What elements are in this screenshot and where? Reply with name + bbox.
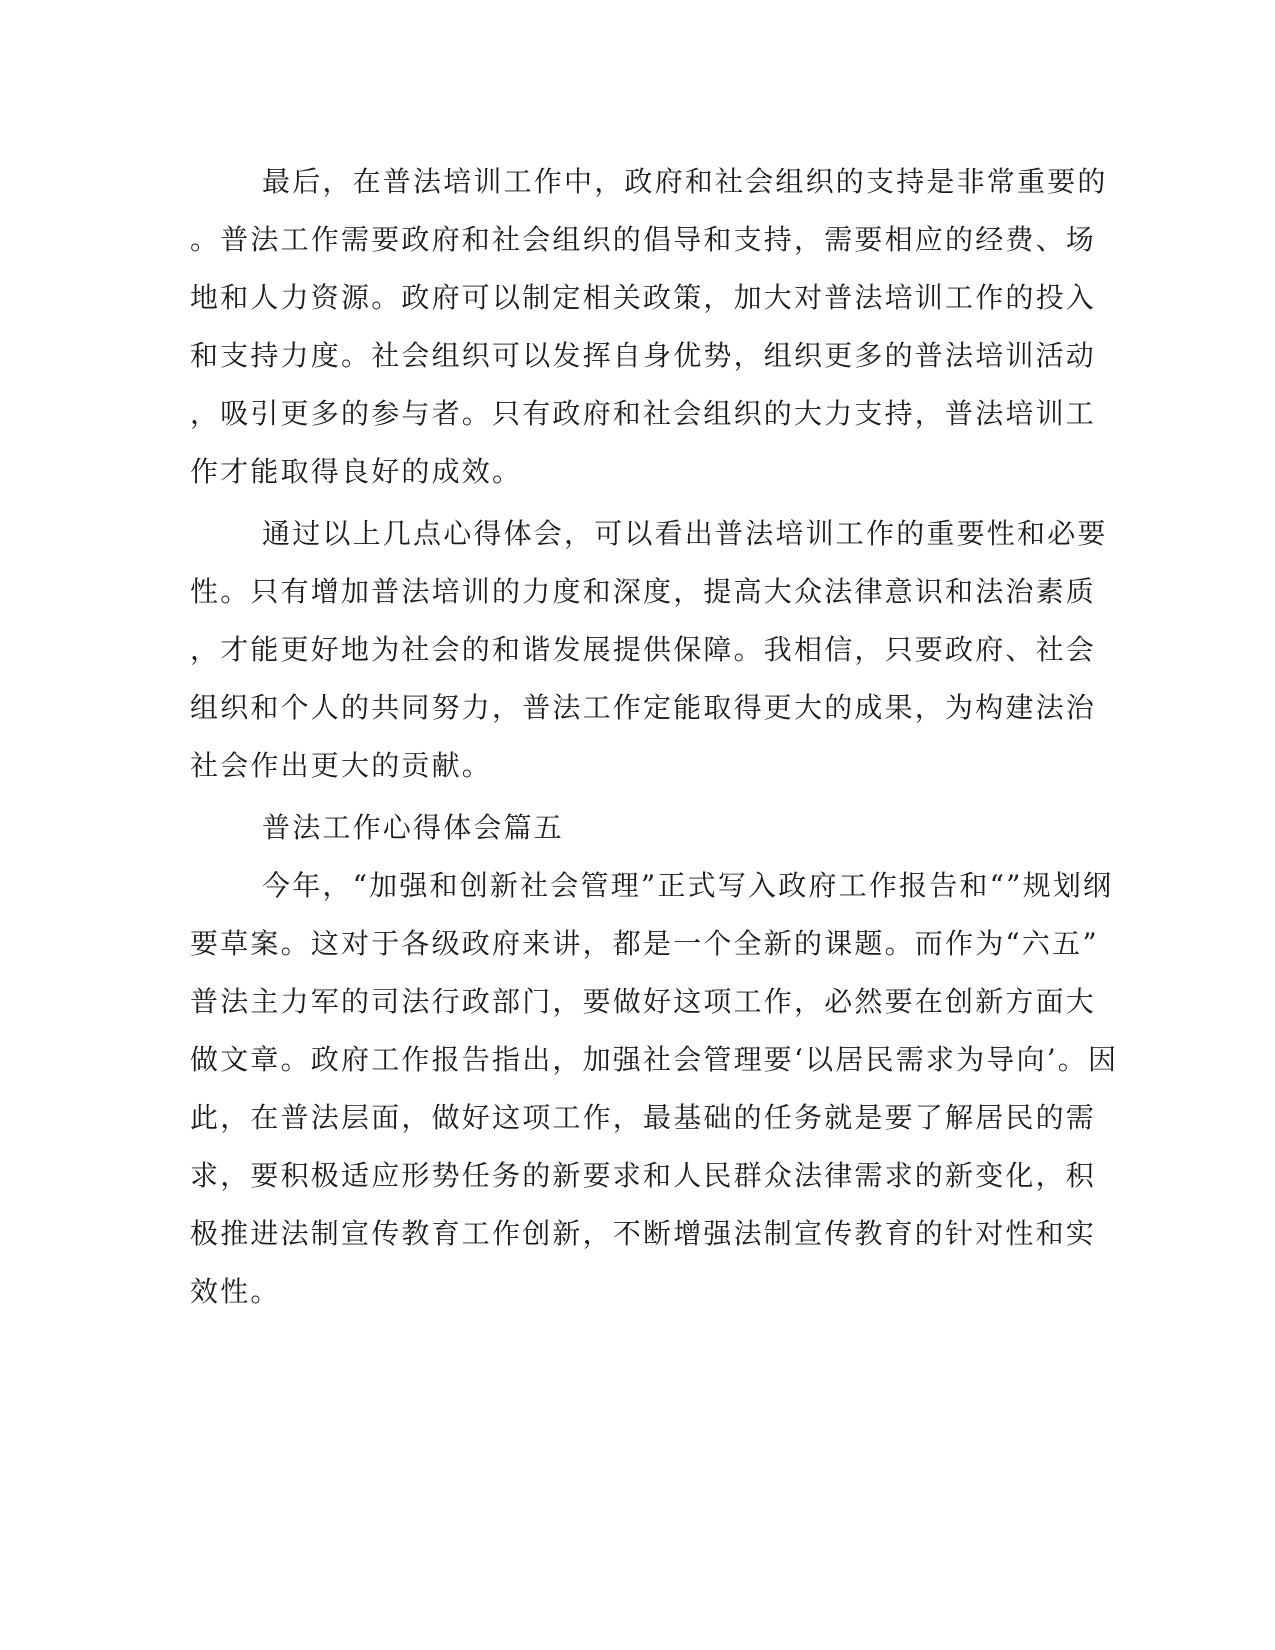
paragraph-line: ，吸引更多的参与者。只有政府和社会组织的大力支持，普法培训工 — [190, 397, 1097, 430]
paragraph-line: 效性。 — [190, 1275, 281, 1308]
section-heading: 普法工作心得体会篇五 — [262, 811, 565, 844]
paragraph-line: 求，要积极适应形势任务的新要求和人民群众法律需求的新变化，积 — [190, 1159, 1097, 1192]
paragraph-line: 今年，“加强和创新社会管理”正式写入政府工作报告和“”规划纲 — [262, 869, 1114, 902]
paragraph-line: 。普法工作需要政府和社会组织的倡导和支持，需要相应的经费、场 — [190, 223, 1097, 256]
paragraph-line: 和支持力度。社会组织可以发挥自身优势，组织更多的普法培训活动 — [190, 339, 1097, 372]
paragraph-line: 要草案。这对于各级政府来讲，都是一个全新的课题。而作为“六五” — [190, 927, 1099, 960]
paragraph-line: 普法主力军的司法行政部门，要做好这项工作，必然要在创新方面大 — [190, 985, 1097, 1018]
paragraph-line: 作才能取得良好的成效。 — [190, 455, 523, 488]
paragraph-line: 此，在普法层面，做好这项工作，最基础的任务就是要了解居民的需 — [190, 1101, 1097, 1134]
paragraph-line: 地和人力资源。政府可以制定相关政策，加大对普法培训工作的投入 — [190, 281, 1097, 314]
paragraph-line: 通过以上几点心得体会，可以看出普法培训工作的重要性和必要 — [262, 517, 1108, 550]
paragraph-line: 最后，在普法培训工作中，政府和社会组织的支持是非常重要的 — [262, 165, 1108, 198]
paragraph-line: 社会作出更大的贡献。 — [190, 749, 493, 782]
paragraph-line: 组织和个人的共同努力，普法工作定能取得更大的成果，为构建法治 — [190, 691, 1097, 724]
paragraph-line: ，才能更好地为社会的和谐发展提供保障。我相信，只要政府、社会 — [190, 633, 1097, 666]
paragraph-line: 极推进法制宣传教育工作创新，不断增强法制宣传教育的针对性和实 — [190, 1217, 1097, 1250]
paragraph-line: 做文章。政府工作报告指出，加强社会管理要‘以居民需求为导向’。因 — [190, 1043, 1119, 1076]
paragraph-line: 性。只有增加普法培训的力度和深度，提高大众法律意识和法治素质 — [190, 575, 1097, 608]
